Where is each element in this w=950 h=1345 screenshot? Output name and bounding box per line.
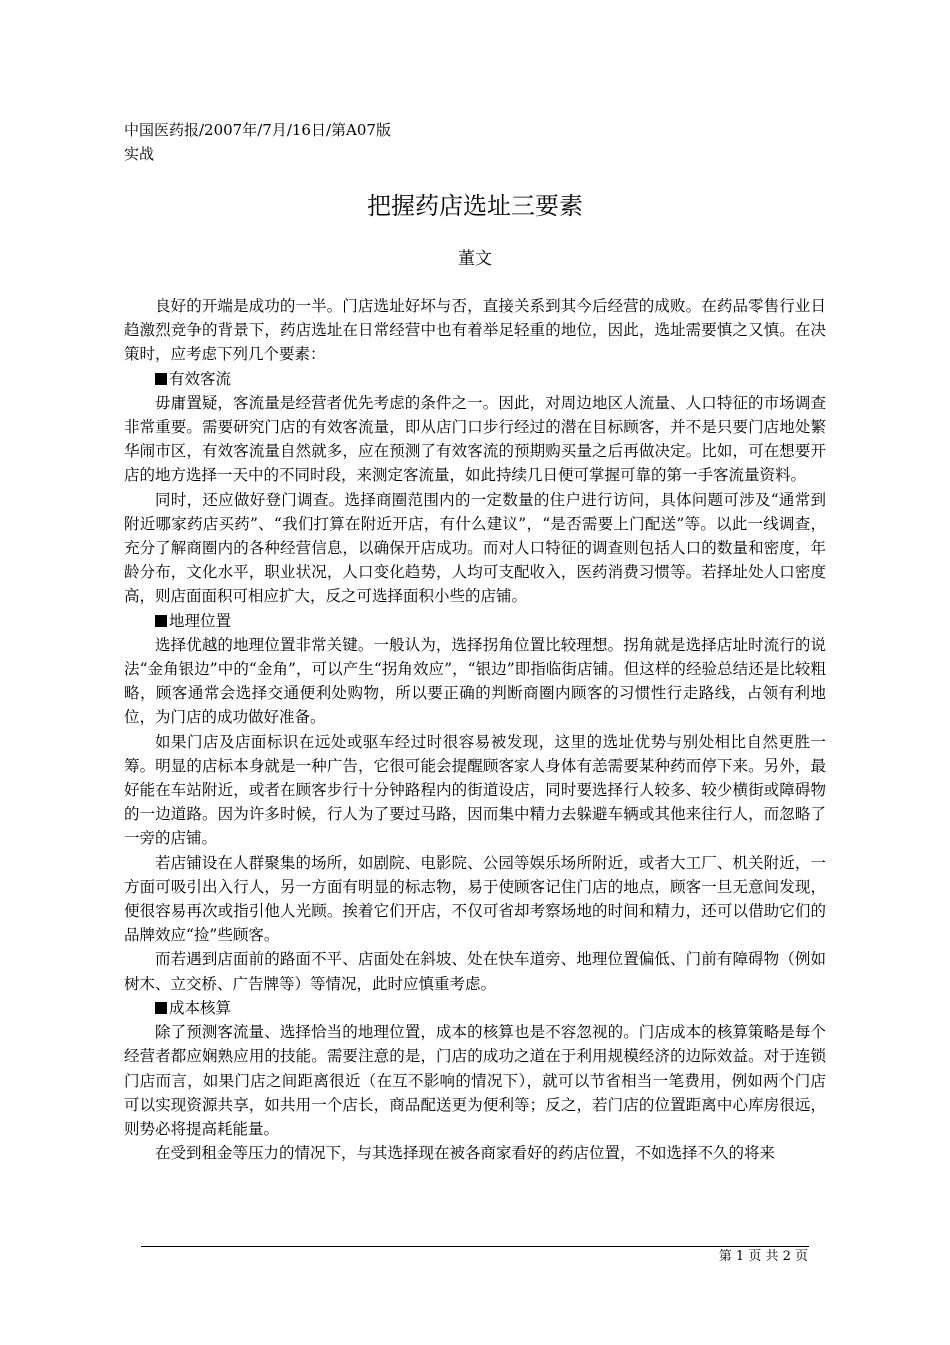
paragraph: 良好的开端是成功的一半。门店选址好坏与否，直接关系到其今后经营的成败。在药品零售行业日趋激烈竞争的背景下，药店选址在日常经营中也有着举足轻重的地位，因此，选址需要慎之又慎。在决策时，应考虑下列几个要素：	[124, 297, 826, 364]
paragraph: 而若遇到店面前的路面不平、店面处在斜坡、处在快车道旁、地理位置偏低、门前有障碍物（例如树木、立交桥、广告牌等）等情况，此时应慎重考虑。	[124, 950, 826, 993]
section-heading	[124, 996, 826, 1020]
section-heading-label: 成本核算	[169, 998, 232, 1017]
paragraph: 若店铺设在人群聚集的场所，如剧院、电影院、公园等娱乐场所附近，或者大工厂、机关附近，一方面可吸引出入行人，另一方面有明显的标志物，易于使顾客记住门店的地点，顾客一旦无意间发现，便很容易再次或指引他人光顾。挨着它们开店，不仅可省却考察场地的时间和精力，还可以借助它们的品牌效应“捡”些顾客。	[124, 853, 826, 945]
square-bullet-icon	[155, 1002, 167, 1014]
section-heading-label: 有效客流	[169, 369, 232, 388]
page-number: 第 1 页 共 2 页	[718, 1249, 808, 1264]
section-heading	[124, 609, 826, 633]
paragraph: 除了预测客流量、选择恰当的地理位置，成本的核算也是不容忽视的。门店成本的核算策略是每个经营者都应娴熟应用的技能。需要注意的是，门店的成功之道在于利用规模经济的边际效益。对于连锁门店而言，如果门店之间距离很近（在互不影响的情况下），就可以节省相当一笔费用，例如两个门店可以实现资源共享，如共用一个店长，商品配送更为便利等；反之，若门店的位置距离中心库房很远，则势必将提高耗能量。	[124, 1023, 826, 1138]
source-line: 中国医药报/2007年/7月/16日/第A07版	[124, 121, 391, 139]
section-heading-label: 地理位置	[169, 611, 232, 630]
paragraph: 在受到租金等压力的情况下，与其选择现在被各商家看好的药店位置，不如选择不久的将来	[155, 1144, 776, 1163]
article-author: 董文	[458, 249, 492, 269]
square-bullet-icon	[155, 615, 167, 627]
paragraph: 如果门店及店面标识在远处或驱车经过时很容易被发现，这里的选址优势与别处相比自然更胜一筹。明显的店标本身就是一种广告，它很可能会提醒顾客家人身体有恙需要某种药而停下来。另外，最好能在车站附近，或者在顾客步行十分钟路程内的街道设店，同时要选择行人较多、较少横街或障碍物的一边道路。因为许多时候，行人为了要过马路，因而集中精力去躲避车辆或其他来往行人，而忽略了一旁的店铺。	[124, 732, 826, 848]
article-title: 把握药店选址三要素	[367, 192, 583, 220]
paragraph: 毋庸置疑，客流量是经营者优先考虑的条件之一。因此，对周边地区人流量、人口特征的市场调查非常重要。需要研究门店的有效客流量，即从店门口步行经过的潜在目标顾客，并不是只要门店地处繁华闹市区，有效客流量自然就多，应在预测了有效客流的预期购买量之后再做决定。比如，可在想要开店的地方选择一天中的不同时段，来测定客流量，如此持续几日便可掌握可靠的第一手客流量资料。	[124, 393, 826, 485]
section-heading	[124, 367, 826, 391]
column-label: 实战	[124, 145, 155, 163]
square-bullet-icon	[155, 373, 167, 385]
paragraph: 同时，还应做好登门调查。选择商圈范围内的一定数量的住户进行访问，具体问题可涉及“通常到附近哪家药店买药”、“我们打算在附近开店，有什么建议”，“是否需要上门配送”等。以此一线调查，充分了解商圈内的各种经营信息，以确保开店成功。而对人口特征的调查则包括人口的数量和密度，年龄分布，文化水平，职业状况，人口变化趋势，人均可支配收入，医药消费习惯等。若择址处人口密度高，则店面面积可相应扩大，反之可选择面积小些的店铺。	[124, 490, 826, 606]
paragraph: 选择优越的地理位置非常关键。一般认为，选择拐角位置比较理想。拐角就是选择店址时流行的说法“金角银边”中的“金角”，可以产生“拐角效应”，“银边”即指临街店铺。但这样的经验总结还是比较粗略，顾客通常会选择交通便利处购物，所以要正确的判断商圈内顾客的习惯性行走路线，占领有利地位，为门店的成功做好准备。	[124, 635, 826, 727]
footer-divider	[141, 1246, 809, 1247]
article-body	[124, 294, 826, 1165]
